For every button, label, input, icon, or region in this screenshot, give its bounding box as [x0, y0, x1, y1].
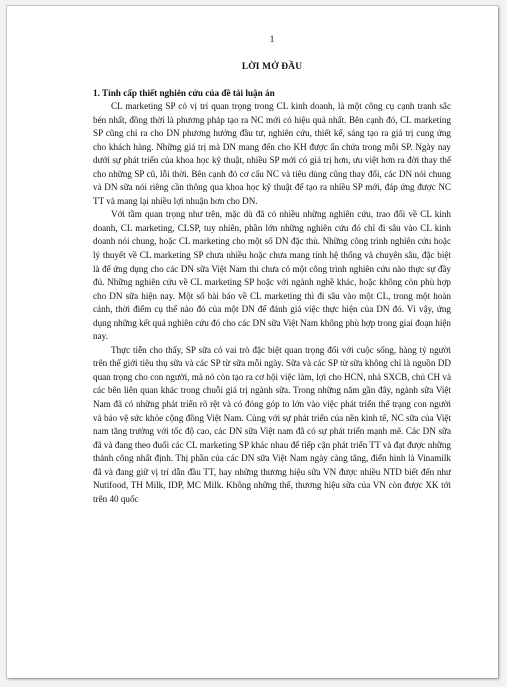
- document-page: [7, 6, 498, 678]
- paragraph-1: CL marketing SP có vị trí quan trọng trong CL kinh doanh, là một công cụ cạnh tranh sắc bén nhất, đồng thời là phương pháp tạo ra NC mới có hiệu quả nhất. Bên cạnh đó, CL marketing SP cũng chỉ ra cho DN phương hướng đầu tư, nghiên cứu, thiết kế, sáng tạo ra giá trị cung ứng cho khách hàng. Những giá trị mà DN mang đến cho KH được ẩn chứa trong mỗi SP. Ngày nay dưới sự phát triển của khoa học kỹ thuật, nhiều SP mới có giá trị hơn, ưu việt hơn ra đời thay thế cho những SP cũ, lỗi thời. Bên cạnh đó cơ cấu NC và tiêu dùng cũng thay đổi, các DN nói chung và DN sữa nói riêng cần thông qua khoa học kỹ thuật để tạo ra nhiều SP mới, đáp ứng được NC TT và mang lại nhiều lợi nhuận hơn cho DN.: [93, 101, 451, 206]
- section-heading: 1. Tính cấp thiết nghiên cứu của đề tài luận án: [93, 88, 275, 98]
- paragraph-2: Với tầm quan trọng như trên, mặc dù đã có nhiều những nghiên cứu, trao đổi về CL kinh doanh, CL marketing, CLSP, tuy nhiên, phần lớn những nghiên cứu đó chỉ đi sâu vào CL kinh doanh nói chung, hoặc CL marketing cho một số DN đặc thù. Những công trình nghiên cứu hoặc lý thuyết về CL marketing SP chưa nhiều hoặc chưa mang tính hệ thống và chuyên sâu, đặc biệt là để ứng dụng cho các DN sữa Việt Nam thì chưa có một công trình nghiên cứu nào thực sự đầy đủ. Những nghiên cứu về CL marketing SP hoặc với ngành nghề khác, hoặc không còn phù hợp cho DN sữa hiện nay. Một số bài báo về CL marketing thì đi sâu vào một CL, trong một hoàn cảnh, thời điểm cụ thể nào đó của một DN để đánh giá việc thực hiện của DN đó. Vì vậy, ứng dụng những kết quả nghiên cứu đó cho các DN sữa Việt Nam không phù hợp trong giai đoạn hiện nay.: [93, 209, 451, 342]
- paragraph-3: Thực tiễn cho thấy, SP sữa có vai trò đặc biệt quan trọng đối với cuộc sống, hàng tỷ người trên thế giới tiêu thụ sữa và các SP từ sữa mỗi ngày. Sữa và các SP từ sữa không chỉ là nguồn DD quan trọng cho con người, mà nó còn tạo ra cơ hội việc làm, lợi cho HCN, nhà SXCB, chủ CH và các bên liên quan khác trong chuỗi giá trị ngành sữa. Trong những năm gần đây, ngành sữa Việt Nam đã có những phát triển rõ rệt và có đóng góp to lớn vào việc phát triển thể trạng con người và bảo vệ sức khỏe cộng đồng Việt Nam. Cùng với sự phát triển của nền kinh tế, NC sữa của Việt nam tăng trưởng với tốc độ cao, các DN sữa Việt nam đã có sự phát triển mạnh mẽ. Các DN sữa đã và đang theo đuổi các CL marketing SP khác nhau để tiếp cận phát triển TT và đạt được những thành công nhất định. Thị phần của các DN sữa Việt Nam ngày càng tăng, điển hình là Vinamilk đã và đang giữ vị trí dẫn đầu TT, hay những thương hiệu sữa VN được nhiều NTD biết đến như Nutifood, TH Milk, IDP, MC Milk. Không những thế, thương hiệu sữa của VN còn được XK tới trên 40 quốc: [93, 344, 451, 504]
- document-title: LỜI MỞ ĐẦU: [241, 62, 303, 72]
- page-number: 1: [269, 34, 275, 45]
